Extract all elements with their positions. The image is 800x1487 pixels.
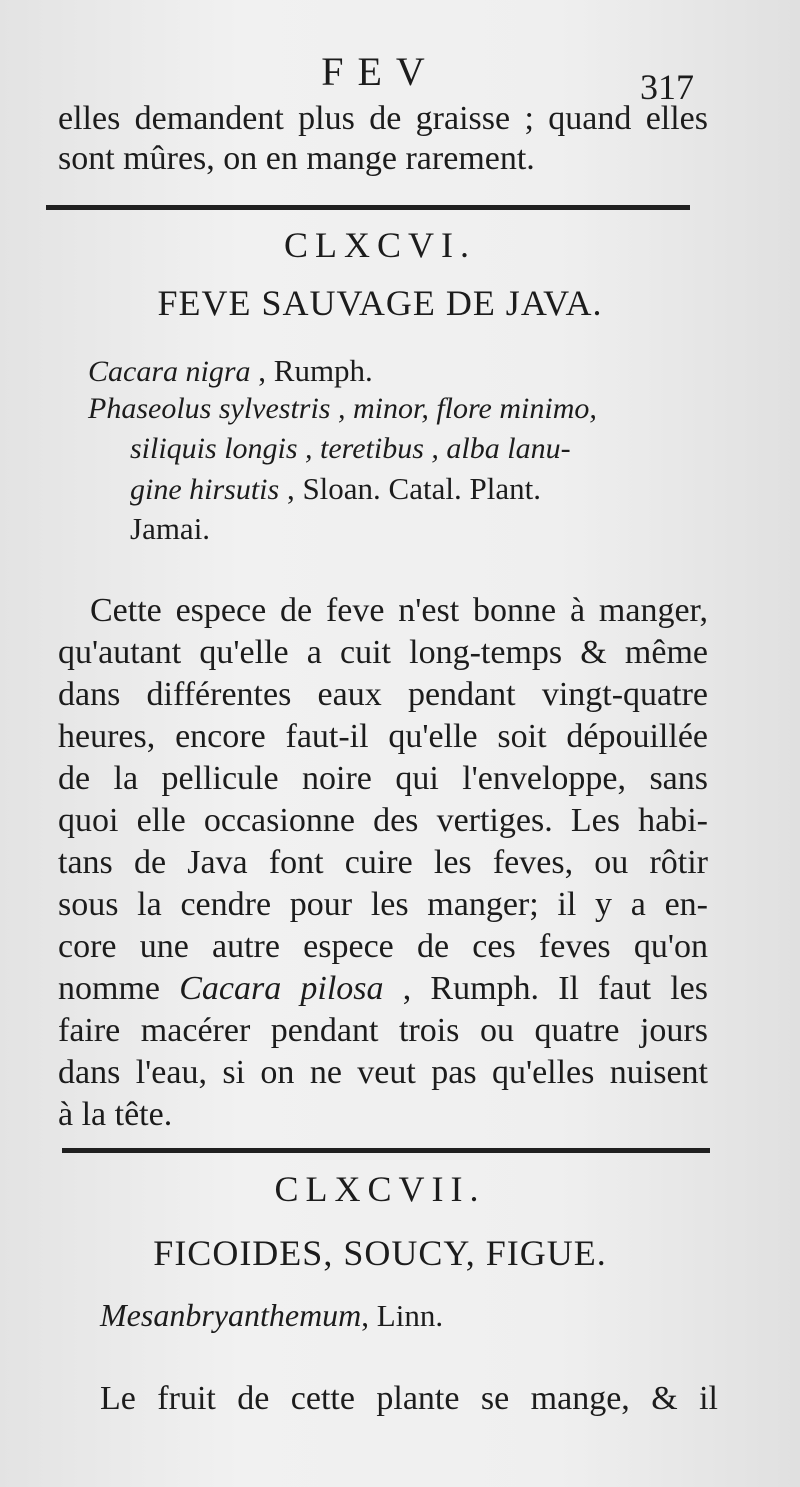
- synonym-line: [130, 470, 541, 509]
- synonym-line: [88, 352, 373, 391]
- synonym-line: [100, 1296, 443, 1335]
- synonym-author: , Sloan. Catal. Plant.: [279, 471, 541, 506]
- section-number: CLXCVII.: [274, 1169, 486, 1209]
- synonym-name: Cacara nigra: [88, 355, 251, 388]
- section-title: FICOIDES, SOUCY, FIGUE.: [153, 1233, 607, 1273]
- body-line: [58, 968, 708, 1010]
- synonym-name: Phaseolus sylvestris , minor, flore minimo,: [88, 392, 597, 425]
- synonym-line: [130, 510, 210, 549]
- body-line: Cette espece de feve n'est bonne à manger,: [90, 592, 708, 629]
- synonym-line: [130, 430, 571, 468]
- body-line: de la pellicule noire qui l'enveloppe, sans: [58, 760, 708, 797]
- body-line: sous la cendre pour les manger; il y a en-: [58, 886, 708, 923]
- synonym-author: Jamai.: [130, 511, 211, 546]
- body-text: nomme: [58, 970, 180, 1007]
- continuation-line: elles demandent plus de graisse ; quand elles: [58, 100, 708, 137]
- body-line: tans de Java font cuire les feves, ou rôtir: [58, 844, 708, 881]
- synonym-name: Mesanbryanthemum: [100, 1297, 362, 1333]
- page-number: 317: [640, 67, 694, 107]
- body-italic-text: Cacara pilosa: [179, 970, 384, 1007]
- synonym-name: siliquis longis , teretibus , alba lanu-: [130, 432, 571, 465]
- body-line: à la tête.: [58, 1096, 173, 1133]
- body-line: qu'autant qu'elle a cuit long-temps & même: [58, 634, 708, 671]
- continuation-line: sont mûres, on en mange rarement.: [58, 140, 535, 177]
- body-line: dans différentes eaux pendant vingt-quatre: [58, 676, 708, 713]
- synonym-line: [88, 390, 597, 428]
- section-title: FEVE SAUVAGE DE JAVA.: [157, 283, 603, 323]
- body-text: , Rumph. Il faut les: [383, 970, 708, 1007]
- synonym-author: , Rumph.: [250, 353, 373, 388]
- body-line: faire macérer pendant trois ou quatre jours: [58, 1012, 708, 1049]
- synonym-name: gine hirsutis: [130, 473, 280, 506]
- section-divider: [46, 205, 690, 210]
- section-number: CLXCVI.: [284, 225, 476, 265]
- body-line: dans l'eau, si on ne veut pas qu'elles nuisent: [58, 1054, 708, 1091]
- synonym-author: , Linn.: [361, 1298, 444, 1333]
- running-title: FEV: [321, 49, 439, 94]
- body-line: quoi elle occasionne des vertiges. Les habi-: [58, 802, 708, 839]
- section-divider: [62, 1148, 710, 1153]
- body-line: heures, encore faut-il qu'elle soit dépouillée: [58, 718, 708, 755]
- body-line: core une autre espece de ces feves qu'on: [58, 928, 708, 965]
- body-line: Le fruit de cette plante se mange, & il: [100, 1380, 718, 1417]
